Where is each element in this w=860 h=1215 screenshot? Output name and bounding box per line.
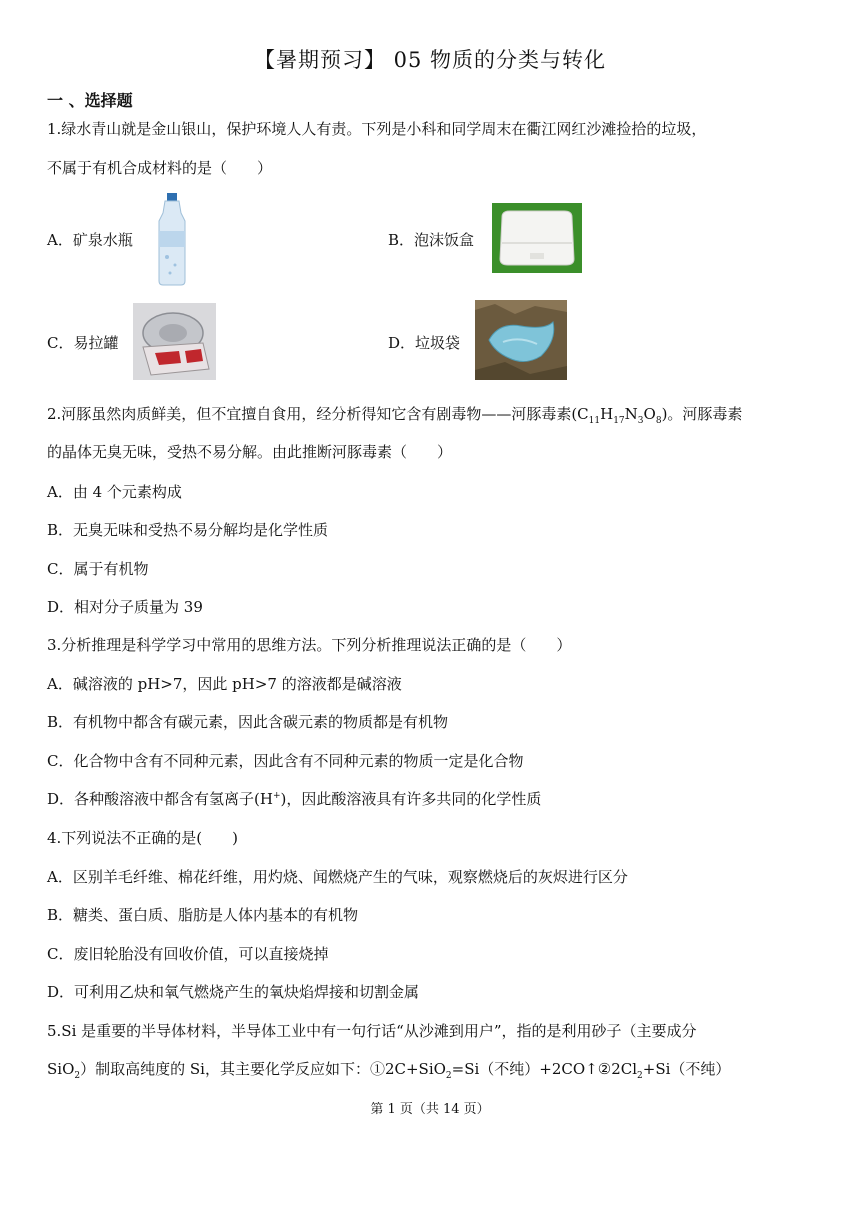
q2-stem-line1 xyxy=(47,403,742,426)
q1-stem-line2: 不属于有机合成材料的是（ ） xyxy=(47,159,273,177)
q2-text-b: )。河豚毒素 xyxy=(661,405,743,423)
formula-subscript: 2 xyxy=(74,1071,81,1081)
q1-option-a: A．矿泉水瓶 xyxy=(47,231,133,249)
q2-option-a: A．由 4 个元素构成 xyxy=(47,483,182,501)
q4-option-a: A．区别羊毛纤维、棉花纤维，用灼烧、闻燃烧产生的气味，观察燃烧后的灰烬进行区分 xyxy=(47,868,628,886)
q4-stem: 4.下列说法不正确的是( ) xyxy=(47,829,239,847)
q4-option-d: D．可利用乙炔和氧气燃烧产生的氧炔焰焊接和切割金属 xyxy=(47,983,420,1001)
q1-option-b: B．泡沫饭盒 xyxy=(388,231,475,249)
q3-option-b: B．有机物中都含有碳元素，因此含碳元素的物质都是有机物 xyxy=(47,713,449,731)
q2-stem-line2: 的晶体无臭无味，受热不易分解。由此推断河豚毒素（ ） xyxy=(47,443,453,461)
q2-option-c: C．属于有机物 xyxy=(47,560,149,578)
q3-option-d-text-b: )，因此酸溶液具有许多共同的化学性质 xyxy=(280,790,542,808)
section-heading: 一 、选择题 xyxy=(47,91,133,110)
q1-stem-line1: 1.绿水青山就是金山银山，保护环境人人有责。下列是小科和同学周末在衢江网红沙滩捡拾的垃圾， xyxy=(47,120,707,138)
page-title: 【暑期预习】 05 物质的分类与转化 xyxy=(253,48,607,72)
q3-option-c: C．化合物中含有不同种元素，因此含有不同种元素的物质一定是化合物 xyxy=(47,752,524,770)
q3-option-d-text-a: D．各种酸溶液中都含有氢离子(H xyxy=(47,790,273,808)
garbage-bag-image xyxy=(475,300,567,380)
q5-text-a: SiO xyxy=(47,1060,75,1078)
formula-subscript-c: 11 xyxy=(588,416,601,426)
q2-text-a: 2.河豚虽然肉质鲜美，但不宜擅自食用，经分析得知它含有剧毒物——河豚毒素(C xyxy=(47,405,589,423)
q5-text-c: =Si（不纯）+2CO↑②2Cl xyxy=(451,1060,638,1078)
ion-charge-superscript: + xyxy=(272,791,281,801)
foam-box-image xyxy=(492,203,582,273)
water-bottle-image xyxy=(149,191,195,287)
q3-option-d xyxy=(47,788,541,809)
formula-subscript-n: 3 xyxy=(637,416,644,426)
formula-subscript-h: 17 xyxy=(613,416,625,426)
formula-h: H xyxy=(600,405,614,423)
formula-subscript: 2 xyxy=(445,1071,452,1081)
formula-subscript: 2 xyxy=(637,1071,643,1081)
q2-option-d: D．相对分子质量为 39 xyxy=(47,598,203,616)
q5-stem-line1: 5.Si 是重要的半导体材料，半导体工业中有一句行话“从沙滩到用户”，指的是利用砂子（主要成分 xyxy=(47,1022,697,1040)
formula-o: O xyxy=(643,405,656,423)
page-footer: 第 1 页（共 14 页） xyxy=(370,1102,490,1117)
q3-option-a: A．碱溶液的 pH>7，因此 pH>7 的溶液都是碱溶液 xyxy=(47,675,402,693)
q2-option-b: B．无臭无味和受热不易分解均是化学性质 xyxy=(47,521,329,539)
q4-option-b: B．糖类、蛋白质、脂肪是人体内基本的有机物 xyxy=(47,906,359,924)
q5-text-b: ）制取高纯度的 Si，其主要化学反应如下：①2C+SiO xyxy=(80,1060,446,1078)
q3-stem: 3.分析推理是科学学习中常用的思维方法。下列分析推理说法正确的是（ ） xyxy=(47,636,572,654)
formula-n: N xyxy=(624,405,638,423)
q1-option-c: C．易拉罐 xyxy=(47,334,119,352)
q1-option-d: D．垃圾袋 xyxy=(388,334,461,352)
q5-stem-line2 xyxy=(47,1058,730,1081)
can-image xyxy=(133,303,216,380)
q5-text-d: +Si（不纯） xyxy=(642,1060,731,1078)
formula-subscript-o: 8 xyxy=(655,416,662,426)
q4-option-c: C．废旧轮胎没有回收价值，可以直接烧掉 xyxy=(47,945,329,963)
